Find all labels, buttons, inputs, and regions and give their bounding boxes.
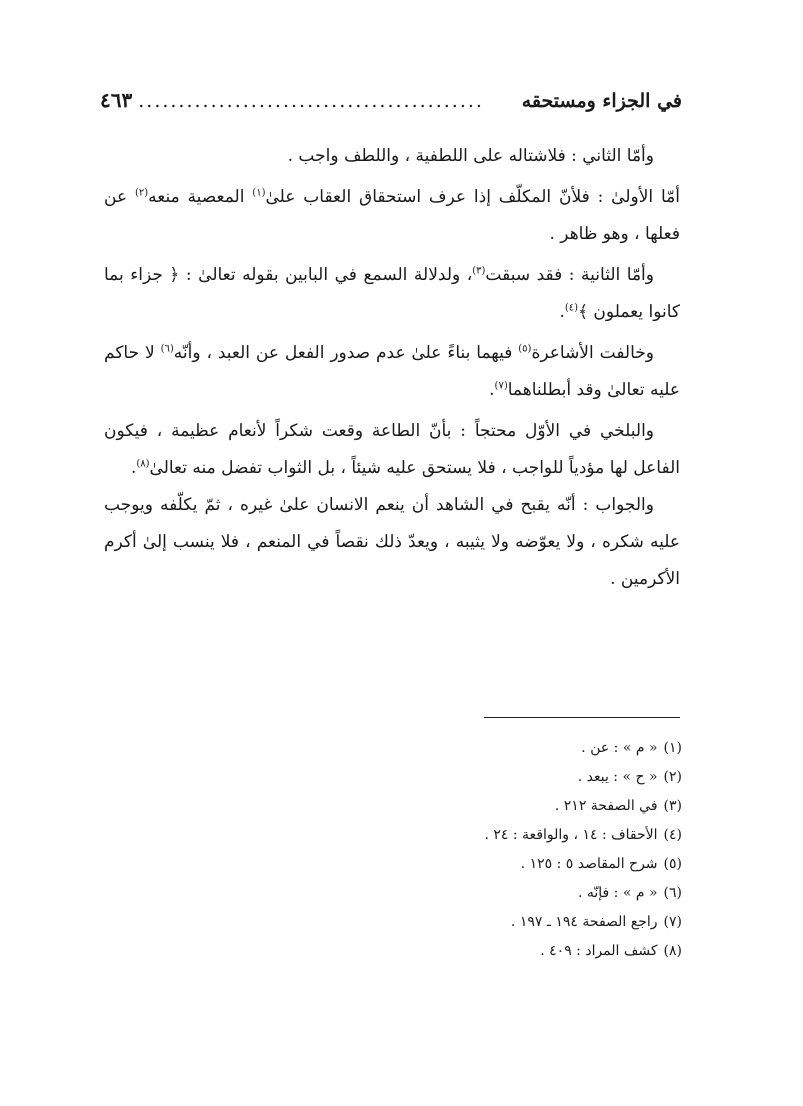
footnote-text: كشف المراد : ٤٠٩ . [540,943,658,959]
footnote-divider [484,717,680,718]
main-text [104,138,680,598]
footnote-item [300,734,682,763]
footnote-ref: (٤) [564,302,579,314]
footnote-item [300,850,682,879]
paragraph-text: لا حاكم عليه تعالىٰ وقد أبطلناهما [104,343,680,400]
footnote-text: شرح المقاصد ٥ : ١٢٥ . [520,856,658,872]
footnote-text: « ح » : يبعد . [577,769,658,785]
footnote-item [300,908,682,937]
footnotes [300,734,682,966]
paragraph-text: والجواب : أنّه يقبح في الشاهد أن ينعم الانسان علىٰ غيره ، ثمّ يكلّفه ويوجب عليه شكره ، ولا يعوّضه ولا يثيبه ، ويعدّ ذلك نقصاً في المنعم ، فلا ينسب إلىٰ أكرم الأكرمين . [104,495,680,589]
footnote-number: (٤) [663,827,682,843]
page-number: ٤٦٣ [100,88,133,112]
footnote-item [300,792,682,821]
footnote-item [300,763,682,792]
footnote-ref: (٢) [134,187,149,199]
footnote-ref: (١) [252,187,266,199]
paragraph-text: عن فعلها ، وهو ظاهر . [104,187,680,244]
footnote-text: في الصفحة ٢١٢ . [554,798,658,814]
footnote-number: (٨) [663,943,682,959]
paragraph-text: أمّا الأولىٰ : فلأنّ المكلّف إذا عرف استحقاق العقاب علىٰ [265,187,680,207]
running-header [100,88,682,122]
footnote-number: (٢) [663,769,682,785]
paragraph-text: . [559,302,565,322]
paragraph [104,179,680,253]
footnote-number: (٣) [663,798,682,814]
paragraph [104,413,680,487]
footnote-ref: (٣) [472,265,486,277]
footnote-text: « م » : عن . [581,740,658,756]
chapter-title: في الجزاء ومستحقه [521,90,682,112]
footnote-item [300,821,682,850]
footnote-number: (٥) [663,856,682,872]
footnote-ref: (٨) [136,458,150,470]
paragraph-text: فيهما بناءً علىٰ عدم صدور الفعل عن العبد ، وأنّه [173,343,519,363]
footnote-number: (٦) [663,885,682,901]
paragraph-text: وأمّا الثاني : فلاشتاله على اللطفية ، واللطف واجب . [287,146,654,166]
footnote-number: (٧) [663,914,682,930]
paragraph-text: المعصية منعه [148,187,253,207]
footnote-ref: (٦) [160,343,174,355]
footnote-text: « م » : فإنّه . [577,885,658,901]
paragraph-text: وأمّا الثانية : فقد سبقت [485,265,654,285]
footnote-number: (١) [663,740,682,756]
footnote-item [300,879,682,908]
paragraph-text: والبلخي في الأوّل محتجاً : بأنّ الطاعة وقعت شكراً لأنعام عظيمة ، فيكون الفاعل لها مؤدياً للواجب ، فلا يستحق عليه شيئاً ، بل الثواب تفضل منه تعالىٰ [104,421,680,478]
paragraph [104,138,680,175]
paragraph [104,335,680,409]
footnote-ref: (٧) [494,380,508,392]
paragraph-text: وخالفت الأشاعرة [531,343,654,363]
paragraph [104,487,680,598]
leader-dots: ........................................... [138,90,484,112]
footnote-ref: (٥) [518,343,532,355]
footnote-item [300,937,682,966]
paragraph-text: . [130,458,137,478]
paragraph-text: . [489,380,495,400]
footnote-text: الأحقاف : ١٤ ، والواقعة : ٢٤ . [484,827,658,843]
paragraph-text: ، ولدلالة السمع في البابين بقوله تعالىٰ : ﴿ جزاء بما كانوا يعملون ﴾ [104,265,680,322]
footnote-text: راجع الصفحة ١٩٤ ـ ١٩٧ . [510,914,658,930]
paragraph [104,257,680,331]
